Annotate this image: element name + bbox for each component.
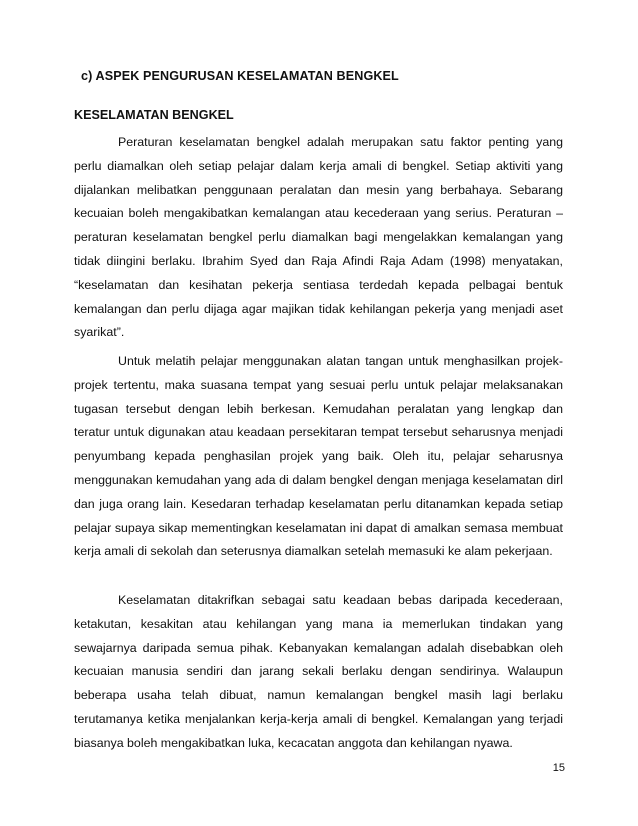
- subsection-heading: c) ASPEK PENGURUSAN KESELAMATAN BENGKEL: [81, 69, 399, 83]
- page-number: 15: [552, 762, 565, 774]
- section-title: KESELAMATAN BENGKEL: [74, 108, 234, 122]
- paragraph-1: Peraturan keselamatan bengkel adalah merupakan satu faktor penting yang perlu diamalkan oleh setiap pelajar dalam kerja amali di bengkel. Setiap aktiviti yang dijalankan melibatkan penggunaan peralatan dan mesin yang berbahaya. Sebarang kecuaian boleh mengakibatkan kemalangan atau kecederaan yang serius. Peraturan – peraturan keselamatan bengkel perlu diamalkan bagi mengelakkan kemalangan yang tidak diingini berlaku. Ibrahim Syed dan Raja Afindi Raja Adam (1998) menyatakan, “keselamatan dan kesihatan pekerja sentiasa terdedah kepada pelbagai bentuk kemalangan dan perlu dijaga agar majikan tidak kehilangan pekerja yang menjadi aset syarikat”.: [74, 135, 563, 340]
- paragraph-2: Untuk melatih pelajar menggunakan alatan tangan untuk menghasilkan projek-projek tertentu, maka suasana tempat yang sesuai perlu untuk pelajar melaksanakan tugasan tersebut dengan lebih berkesan. Kemudahan peralatan yang lengkap dan teratur untuk digunakan atau keadaan persekitaran tempat tersebut seharusnya menjadi penyumbang kepada penghasilan projek yang baik. Oleh itu, pelajar seharusnya menggunakan kemudahan yang ada di dalam bengkel dengan menjaga keselamatan dirl dan juga orang lain. Kesedaran terhadap keselamatan perlu ditanamkan kepada setiap pelajar supaya sikap mementingkan keselamatan ini dapat di amalkan semasa membuat kerja amali di sekolah dan seterusnya diamalkan setelah memasuki ke alam pekerjaan.: [74, 354, 563, 559]
- paragraph-3: Keselamatan ditakrifkan sebagai satu keadaan bebas daripada kecederaan, ketakutan, kesakitan atau kehilangan yang mana ia memerlukan tindakan yang sewajarnya daripada semua pihak. Kebanyakan kemalangan adalah disebabkan oleh kecuaian manusia sendiri dan jarang sekali berlaku dengan sendirinya. Walaupun beberapa usaha telah dibuat, namun kemalangan bengkel masih lagi berlaku terutamanya ketika menjalankan kerja-kerja amali di bengkel. Kemalangan yang terjadi biasanya boleh mengakibatkan luka, kecacatan anggota dan kehilangan nyawa.: [74, 593, 563, 750]
